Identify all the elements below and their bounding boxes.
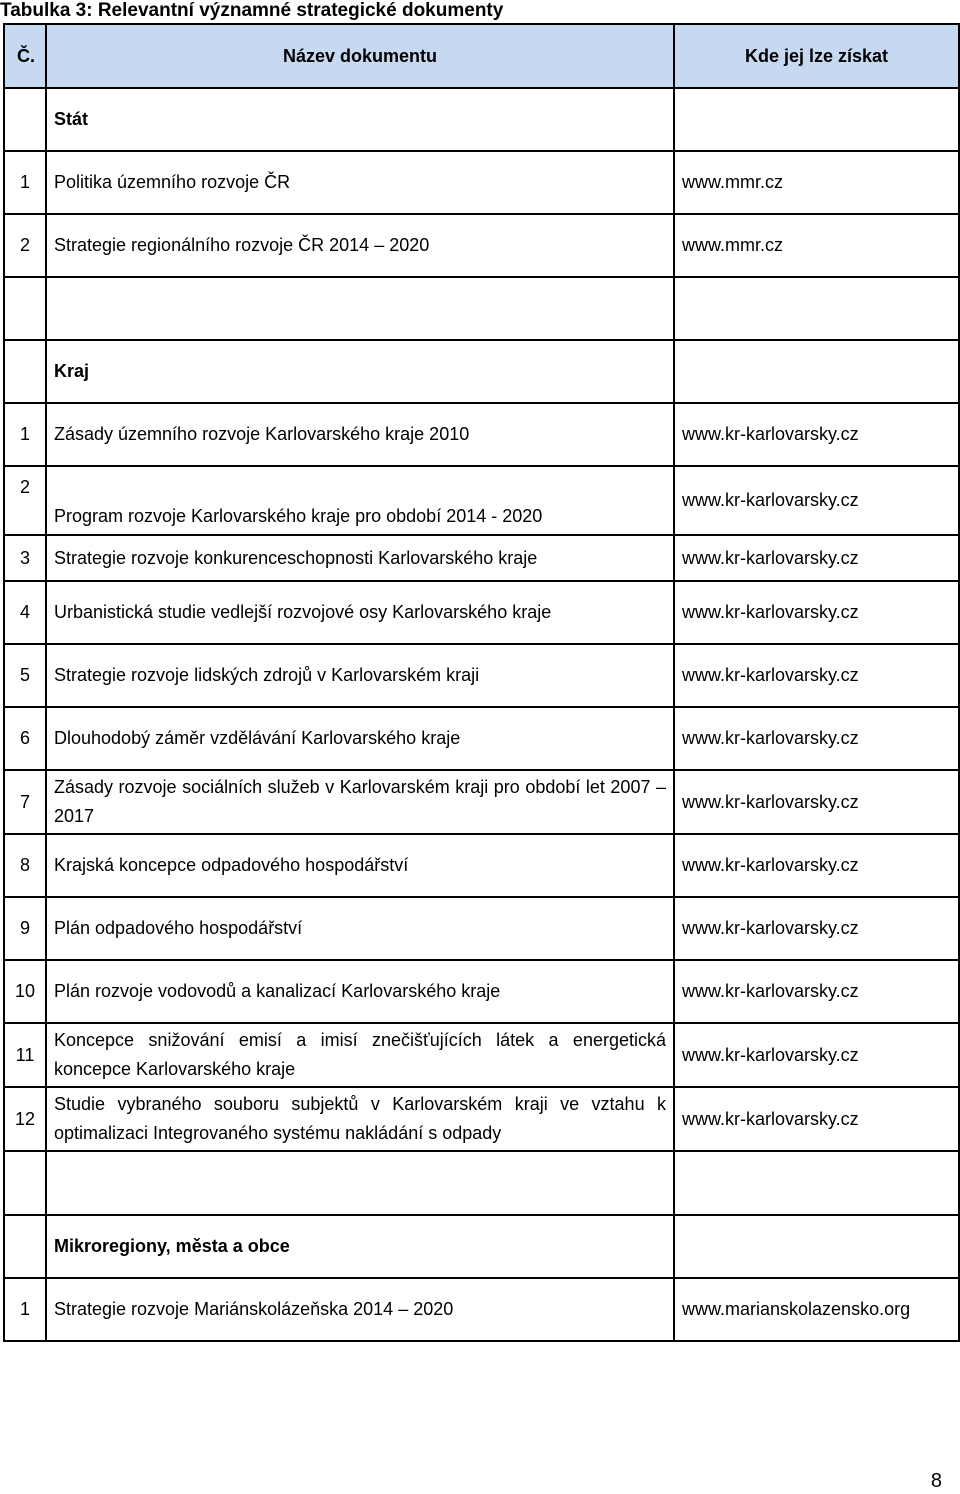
document-source: www.kr-karlovarsky.cz (674, 707, 959, 770)
document-source: www.kr-karlovarsky.cz (674, 960, 959, 1023)
document-name: Politika územního rozvoje ČR (46, 151, 674, 214)
table-cell (4, 88, 46, 151)
section-row-state (4, 88, 959, 151)
row-number: 8 (4, 834, 46, 897)
row-number: 11 (4, 1023, 46, 1087)
row-number: 1 (4, 151, 46, 214)
document-source: www.kr-karlovarsky.cz (674, 1087, 959, 1151)
table-row (4, 1278, 959, 1341)
document-source: www.kr-karlovarsky.cz (674, 403, 959, 466)
table-caption: Tabulka 3: Relevantní významné strategické dokumenty (0, 0, 504, 21)
document-name: Plán odpadového hospodářství (46, 897, 674, 960)
row-number: 3 (4, 535, 46, 581)
document-name: Krajská koncepce odpadového hospodářství (46, 834, 674, 897)
table-cell (46, 1151, 674, 1215)
document-source: www.kr-karlovarsky.cz (674, 535, 959, 581)
document-name: Dlouhodobý záměr vzdělávání Karlovarského kraje (46, 707, 674, 770)
section-row-local (4, 1215, 959, 1278)
table-row (4, 834, 959, 897)
document-name: Urbanistická studie vedlejší rozvojové osy Karlovarského kraje (46, 581, 674, 644)
document-source: www.marianskolazensko.org (674, 1278, 959, 1341)
document-source: www.kr-karlovarsky.cz (674, 897, 959, 960)
document-source: www.kr-karlovarsky.cz (674, 770, 959, 834)
row-number: 7 (4, 770, 46, 834)
table-cell (674, 277, 959, 340)
row-number: 2 (4, 466, 46, 535)
table-row (4, 770, 959, 834)
table-cell (46, 277, 674, 340)
table-cell (674, 340, 959, 403)
table-row (4, 960, 959, 1023)
table-row (4, 403, 959, 466)
document-name: Studie vybraného souboru subjektů v Karlovarském kraji ve vztahu k optimalizaci Integrovaného systému nakládání s odpady (46, 1087, 674, 1151)
table-cell (4, 1215, 46, 1278)
spacer-row (4, 1151, 959, 1215)
document-source: www.mmr.cz (674, 151, 959, 214)
table-cell (674, 88, 959, 151)
document-name: Strategie regionálního rozvoje ČR 2014 – 2020 (46, 214, 674, 277)
table-row (4, 581, 959, 644)
row-number: 10 (4, 960, 46, 1023)
section-title-state: Stát (46, 88, 674, 151)
table-cell (4, 1151, 46, 1215)
table-cell (674, 1151, 959, 1215)
table-row (4, 466, 959, 535)
document-name: Koncepce snižování emisí a imisí znečišťujících látek a energetická koncepce Karlovarského kraje (46, 1023, 674, 1087)
table-row (4, 897, 959, 960)
table-row (4, 151, 959, 214)
section-title-local: Mikroregiony, města a obce (46, 1215, 674, 1278)
row-number: 1 (4, 1278, 46, 1341)
table-header-row (4, 24, 959, 88)
document-source: www.kr-karlovarsky.cz (674, 834, 959, 897)
documents-table (3, 23, 960, 1342)
table-cell (674, 1215, 959, 1278)
document-source: www.kr-karlovarsky.cz (674, 581, 959, 644)
table-row (4, 707, 959, 770)
table-cell (4, 340, 46, 403)
table-row (4, 535, 959, 581)
header-source: Kde jej lze získat (674, 24, 959, 88)
row-number: 4 (4, 581, 46, 644)
row-number: 5 (4, 644, 46, 707)
row-number: 9 (4, 897, 46, 960)
row-number: 1 (4, 403, 46, 466)
row-number: 12 (4, 1087, 46, 1151)
header-number: Č. (4, 24, 46, 88)
document-name: Strategie rozvoje lidských zdrojů v Karlovarském kraji (46, 644, 674, 707)
document-name: Strategie rozvoje Mariánskolázeňska 2014 – 2020 (46, 1278, 674, 1341)
header-name: Název dokumentu (46, 24, 674, 88)
table-row (4, 1023, 959, 1087)
table-cell (4, 277, 46, 340)
document-source: www.kr-karlovarsky.cz (674, 466, 959, 535)
spacer-row (4, 277, 959, 340)
document-name: Program rozvoje Karlovarského kraje pro období 2014 - 2020 (46, 466, 674, 535)
table-row (4, 644, 959, 707)
document-name: Plán rozvoje vodovodů a kanalizací Karlovarského kraje (46, 960, 674, 1023)
table-row (4, 1087, 959, 1151)
document-source: www.kr-karlovarsky.cz (674, 1023, 959, 1087)
row-number: 6 (4, 707, 46, 770)
page-number: 8 (930, 1470, 942, 1492)
document-name: Zásady rozvoje sociálních služeb v Karlovarském kraji pro období let 2007 – 2017 (46, 770, 674, 834)
table-row (4, 214, 959, 277)
section-title-region: Kraj (46, 340, 674, 403)
document-name: Zásady územního rozvoje Karlovarského kraje 2010 (46, 403, 674, 466)
document-source: www.mmr.cz (674, 214, 959, 277)
row-number: 2 (4, 214, 46, 277)
section-row-region (4, 340, 959, 403)
document-name: Strategie rozvoje konkurenceschopnosti Karlovarského kraje (46, 535, 674, 581)
document-source: www.kr-karlovarsky.cz (674, 644, 959, 707)
